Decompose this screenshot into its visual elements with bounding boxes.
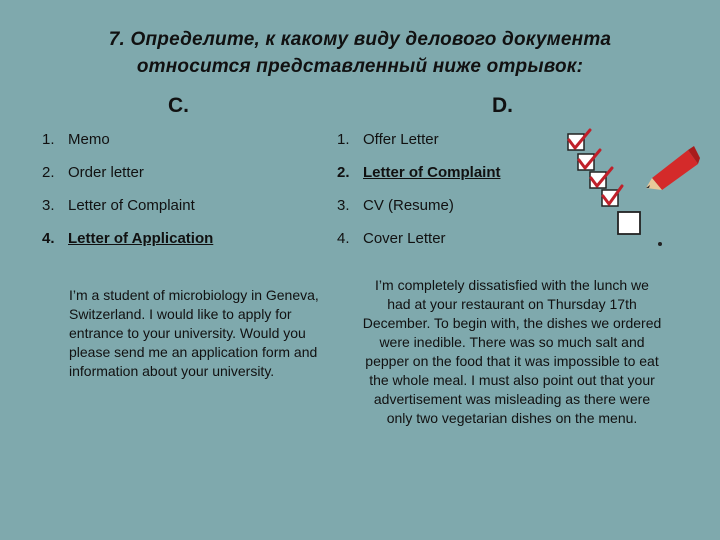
option-label: Offer Letter: [363, 131, 439, 148]
option-label: Memo: [68, 131, 110, 148]
option-number: 3.: [42, 197, 55, 214]
option-number: 4.: [42, 230, 55, 247]
checkbox-2: [578, 150, 600, 170]
checklist-with-pencil-icon: [560, 128, 700, 248]
checkbox-5: [618, 212, 640, 234]
option-d-2: [337, 164, 501, 197]
option-d-3: [337, 197, 501, 230]
option-c-1: [42, 131, 213, 164]
option-d-4: [337, 230, 501, 263]
question-title: [60, 26, 660, 80]
option-number: 1.: [337, 131, 350, 148]
checkbox-4: [602, 186, 622, 206]
option-d-1: [337, 131, 501, 164]
passage-c: I’m a student of microbiology in Geneva, Switzerland. I would like to apply for entrance to your university. Would you please send me an application form and information about your university.: [69, 287, 319, 379]
option-label: Letter of Application: [68, 230, 214, 247]
checkbox-3: [590, 168, 612, 188]
option-number: 1.: [42, 131, 55, 148]
option-c-2: [42, 164, 213, 197]
pencil-icon: [646, 146, 700, 190]
column-c-heading: C.: [168, 94, 189, 117]
column-d-heading: D.: [492, 94, 513, 117]
question-title-line-2: относится представленный ниже отрывок:: [136, 56, 584, 77]
passage-d: I’m completely dissatisfied with the lunch we had at your restaurant on Thursday 17th December. To begin with, the dishes we ordered were inedible. There was so much salt and pepper on the food that it was impossible to eat the whole meal. I must also point out that your advertisement was misleading as there were only two vegetarian dishes on the menu.: [362, 277, 662, 426]
option-label: Letter of Complaint: [363, 164, 501, 181]
dot-mark: [658, 242, 662, 246]
option-number: 4.: [337, 230, 350, 247]
option-number: 2.: [337, 164, 350, 181]
column-d-options: [337, 131, 501, 263]
option-label: Order letter: [68, 164, 144, 181]
option-c-3: [42, 197, 213, 230]
column-c-options: [42, 131, 213, 263]
option-number: 3.: [337, 197, 350, 214]
option-number: 2.: [42, 164, 55, 181]
checkbox-1: [568, 130, 590, 150]
question-title-line-1: 7. Определите, к какому виду делового документа: [108, 29, 612, 50]
option-label: Cover Letter: [363, 230, 446, 247]
option-c-4: [42, 230, 213, 263]
option-label: Letter of Complaint: [68, 197, 195, 214]
option-label: CV (Resume): [363, 197, 454, 214]
